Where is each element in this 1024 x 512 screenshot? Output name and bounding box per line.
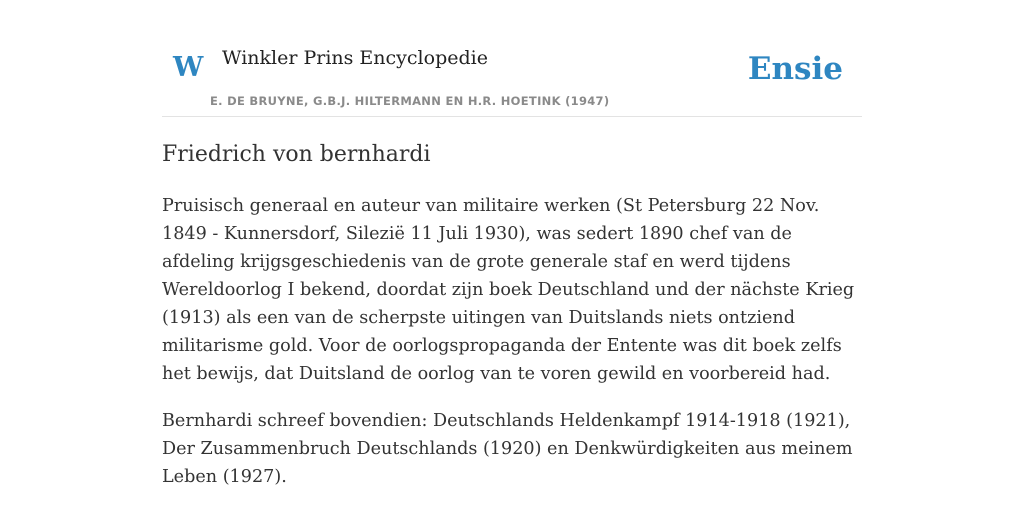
publication-title[interactable]: Winkler Prins Encyclopedie bbox=[222, 47, 488, 69]
article-title: Friedrich von bernhardi bbox=[162, 142, 431, 167]
article-paragraph: Pruisisch generaal en auteur van militaire werken (St Petersburg 22 Nov. 1849 - Kunnersdorf, Silezië 11 Juli 1930), was sedert 1890 chef van de afdeling krijgsgeschiedenis van de grote generale staf en werd tijdens Wereldoorlog I bekend, doordat zijn boek Deutschland und der nächste Krieg (1913) als een van de scherpste uitingen van Duitslands niets ontziend militarisme gold. Voor de oorlogspropaganda der Entente was dit boek zelfs het bewijs, dat Duitsland de oorlog van te voren gewild en voorbereid had. bbox=[162, 196, 855, 384]
article bbox=[162, 138, 862, 491]
header bbox=[162, 0, 862, 117]
publication-authors: E. DE BRUYNE, G.B.J. HILTERMANN EN H.R. HOETINK (1947) bbox=[210, 94, 610, 108]
article-paragraph: Bernhardi schreef bovendien: Deutschlands Heldenkampf 1914-1918 (1921), Der Zusammenbruch Deutschlands (1920) en Denkwürdigkeiten aus meinem Leben (1927). bbox=[162, 411, 853, 487]
ensie-logo-link[interactable]: Ensie bbox=[747, 51, 843, 87]
winkler-prins-logo[interactable]: W bbox=[173, 52, 204, 83]
